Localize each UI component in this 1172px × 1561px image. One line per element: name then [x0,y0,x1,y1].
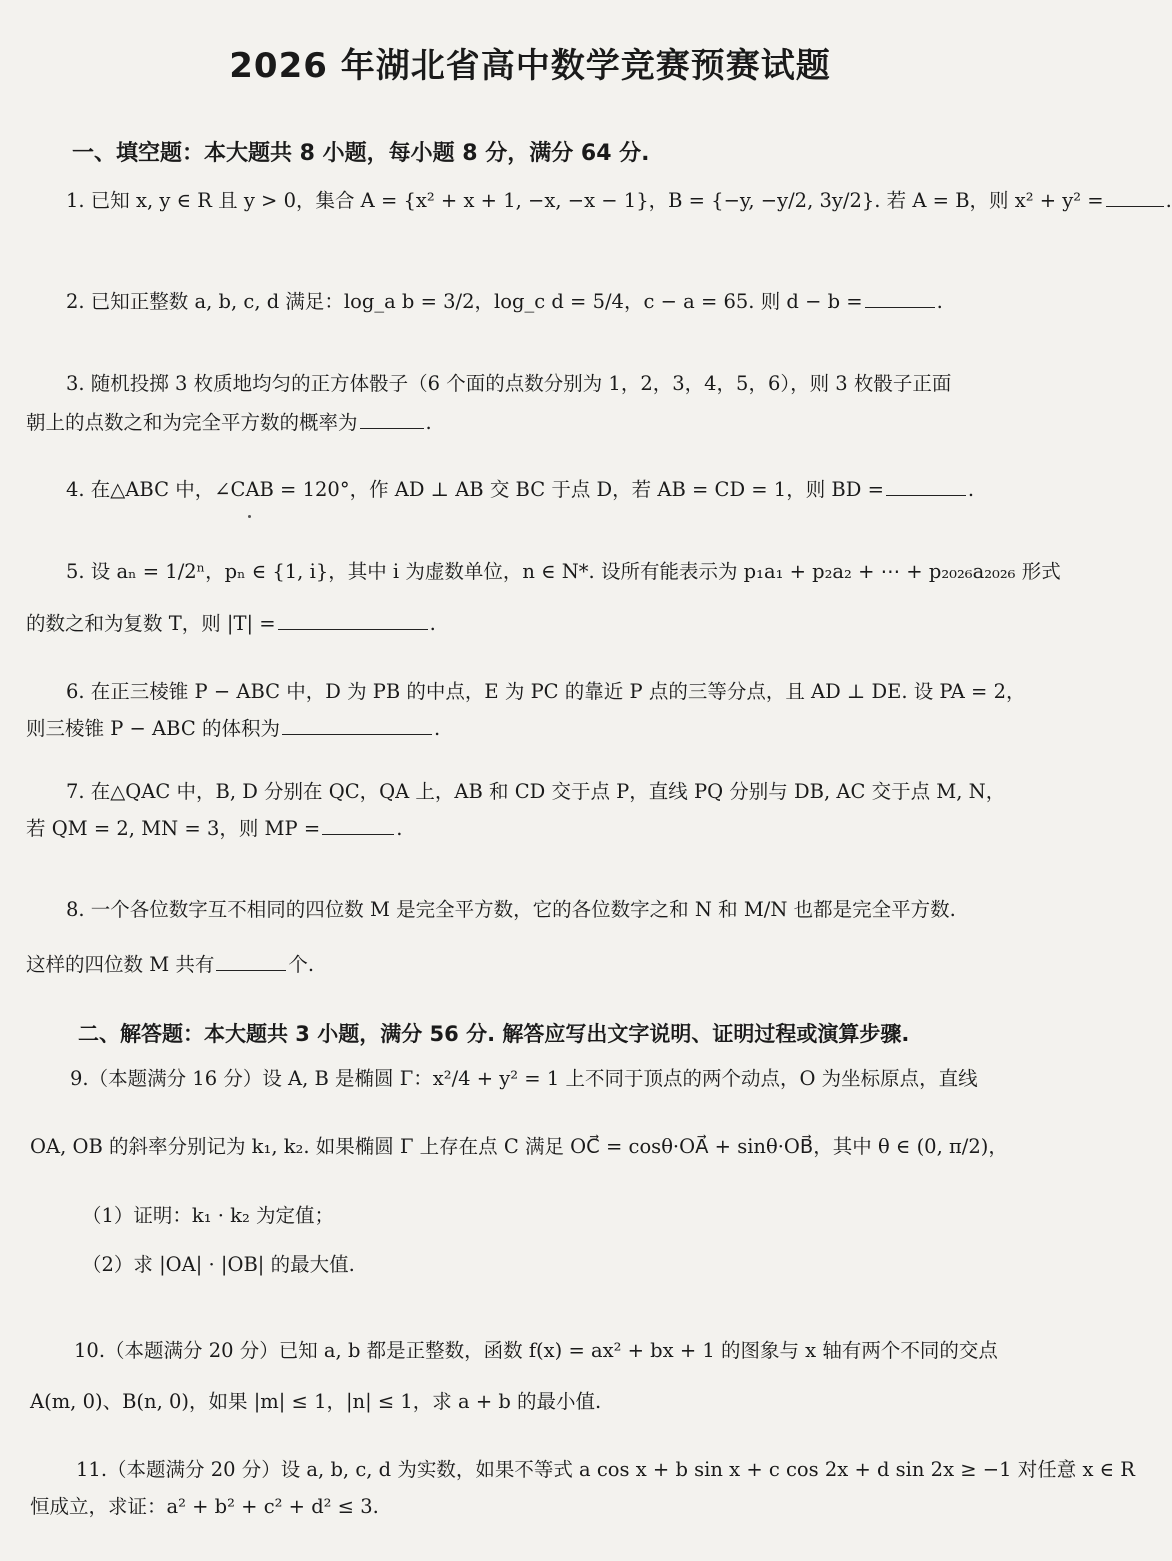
question-2-line-1: 2. 已知正整数 a, b, c, d 满足：log_a b = 3/2，log_c d = 5/4，c − a = 65. 则 d − b = . [66,290,943,313]
question-5-line-2: 的数之和为复数 T，则 |T| = . [26,612,436,635]
question-9-line-2: OA, OB 的斜率分别记为 k₁, k₂. 如果椭圆 Γ 上存在点 C 满足 OC⃗ = cosθ·OA⃗ + sinθ·OB⃗，其中 θ ∈ (0, π/2)， [30,1135,1008,1158]
answer-blank[interactable] [360,410,424,429]
question-8-line-1: 8. 一个各位数字互不相同的四位数 M 是完全平方数，它的各位数字之和 N 和 M/N 也都是完全平方数. [66,898,956,921]
question-8-line-2: 这样的四位数 M 共有 个. [26,953,315,976]
question-11-line-2: 恒成立，求证：a² + b² + c² + d² ≤ 3. [30,1495,379,1518]
question-3-line-2: 朝上的点数之和为完全平方数的概率为 . [26,411,432,434]
question-11-line-1: 11.（本题满分 20 分）设 a, b, c, d 为实数，如果不等式 a cos x + b sin x + c cos 2x + d sin 2x ≥ −1 对任意 x ∈ R [76,1458,1135,1481]
question-4-line-1: 4. 在△ABC 中，∠CAB = 120°，作 AD ⊥ AB 交 BC 于点 D，若 AB = CD = 1，则 BD = . [66,478,975,501]
question-10-line-1: 10.（本题满分 20 分）已知 a, b 都是正整数，函数 f(x) = ax² + bx + 1 的图象与 x 轴有两个不同的交点 [74,1339,998,1362]
question-5-line-1: 5. 设 aₙ = 1/2ⁿ，pₙ ∈ {1, i}，其中 i 为虚数单位，n ∈ N*. 设所有能表示为 p₁a₁ + p₂a₂ + ⋯ + p₂₀₂₆a₂₀₂₆ 形式 [66,560,1061,583]
answer-blank[interactable] [282,716,432,735]
answer-blank[interactable] [1106,188,1164,207]
question-10-line-2: A(m, 0)、B(n, 0)，如果 |m| ≤ 1，|n| ≤ 1，求 a + b 的最小值. [30,1390,602,1413]
answer-blank[interactable] [216,952,286,971]
answer-blank[interactable] [865,289,935,308]
scan-speck [248,515,251,518]
section-fill-in-heading: 一、填空题：本大题共 8 小题，每小题 8 分，满分 64 分. [72,141,650,166]
question-6-line-2: 则三棱锥 P − ABC 的体积为 . [26,717,441,740]
question-9-part-1: （1）证明：k₁ · k₂ 为定值； [82,1204,334,1227]
question-3-line-1: 3. 随机投掷 3 枚质地均匀的正方体骰子（6 个面的点数分别为 1，2，3，4，5，6），则 3 枚骰子正面 [66,372,952,395]
answer-blank[interactable] [886,477,966,496]
question-9-line-1: 9.（本题满分 16 分）设 A, B 是椭圆 Γ：x²/4 + y² = 1 上不同于顶点的两个动点，O 为坐标原点，直线 [70,1067,978,1090]
question-7-line-1: 7. 在△QAC 中，B, D 分别在 QC，QA 上，AB 和 CD 交于点 P，直线 PQ 分别与 DB, AC 交于点 M, N， [66,780,1006,803]
page-title: 2026 年湖北省高中数学竞赛预赛试题 [229,46,831,86]
answer-blank[interactable] [322,816,394,835]
question-6-line-1: 6. 在正三棱锥 P − ABC 中，D 为 PB 的中点，E 为 PC 的靠近 P 点的三等分点，且 AD ⊥ DE. 设 PA = 2， [66,680,1026,703]
section-solutions-heading: 二、解答题：本大题共 3 小题，满分 56 分. 解答应写出文字说明、证明过程或演算步骤. [78,1022,910,1046]
answer-blank[interactable] [278,611,428,630]
question-1-line-1: 1. 已知 x, y ∈ R 且 y > 0，集合 A = {x² + x + 1, −x, −x − 1}，B = {−y, −y/2, 3y/2}. 若 A = B，则 x² + y² = . [66,189,1172,212]
question-7-line-2: 若 QM = 2, MN = 3，则 MP = . [26,817,403,840]
question-9-part-2: （2）求 |OA| · |OB| 的最大值. [82,1253,355,1276]
